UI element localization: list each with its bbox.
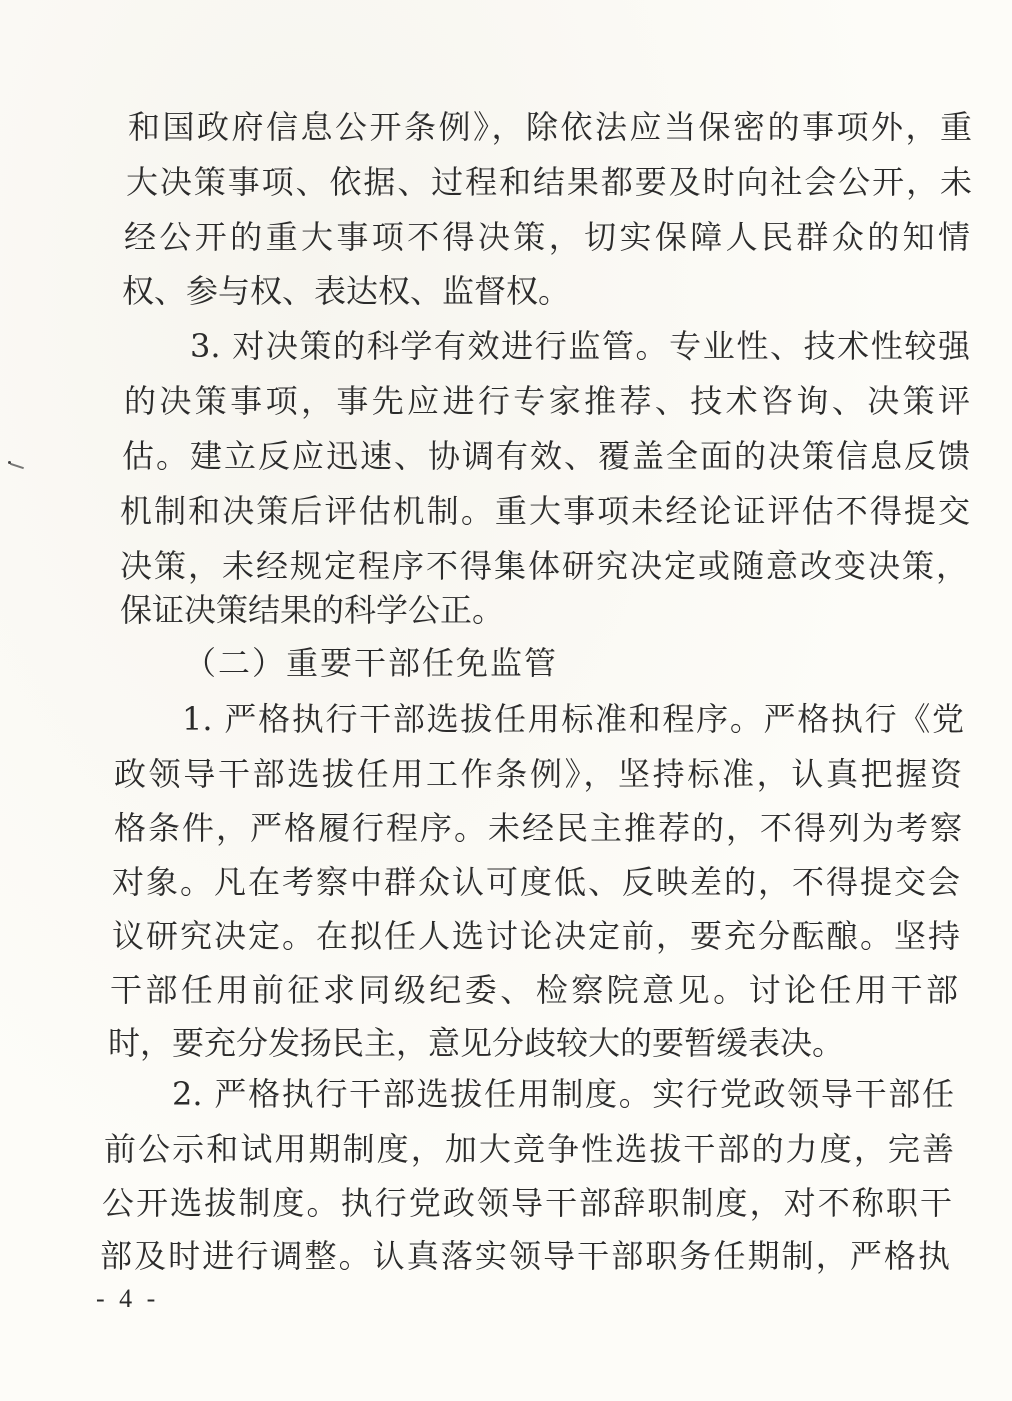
- text-line-17: 干部任用前征求同级纪委、检察院意见。讨论任用干部: [110, 971, 958, 1009]
- text-line-18: 时，要充分发扬民主，意见分歧较大的要暂缓表决。: [108, 1024, 845, 1062]
- text-line-7: 估。建立反应迅速、协调有效、覆盖全面的决策信息反馈: [122, 437, 970, 475]
- text-line-16: 议研究决定。在拟任人选讨论决定前，要充分酝酿。坚持: [112, 917, 960, 955]
- section-heading: （二）重要干部任免监管: [184, 644, 559, 682]
- text-line-14: 格条件，严格履行程序。未经民主推荐的，不得列为考察: [114, 809, 962, 847]
- text-line-2: 大决策事项、依据、过程和结果都要及时向社会公开，未: [126, 163, 972, 201]
- text-line-19: 2. 严格执行干部选拔任用制度。实行党政领导干部任: [172, 1075, 954, 1113]
- text-line-12: 1. 严格执行干部选拔任用标准和程序。严格执行《党: [182, 700, 964, 738]
- text-line-10: 保证决策结果的科学公正。: [120, 591, 505, 629]
- text-line-6: 的决策事项，事先应进行专家推荐、技术咨询、决策评: [124, 382, 970, 420]
- text-line-13: 政领导干部选拔任用工作条例》，坚持标准，认真把握资: [114, 755, 962, 793]
- text-line-15: 对象。凡在考察中群众认可度低、反映差的，不得提交会: [112, 863, 960, 901]
- text-line-1: 和国政府信息公开条例》，除依法应当保密的事项外，重: [128, 108, 972, 146]
- text-line-4: 权、参与权、表达权、监督权。: [122, 272, 571, 310]
- scan-dot: [8, 461, 11, 464]
- text-line-3: 经公开的重大事项不得决策，切实保障人民群众的知情: [124, 218, 970, 256]
- scan-speck: [10, 463, 24, 469]
- text-line-5: 3. 对决策的科学有效进行监管。专业性、技术性较强: [190, 327, 970, 365]
- text-line-9: 决策，未经规定程序不得集体研究决定或随意改变决策，: [120, 547, 968, 585]
- text-line-20: 前公示和试用期制度，加大竞争性选拔干部的力度，完善: [104, 1130, 954, 1168]
- page-number: - 4 -: [96, 1284, 160, 1313]
- text-line-21: 公开选拔制度。执行党政领导干部辞职制度，对不称职干: [102, 1184, 952, 1222]
- text-line-8: 机制和决策后评估机制。重大事项未经论证评估不得提交: [120, 492, 970, 530]
- text-line-22: 部及时进行调整。认真落实领导干部职务任期制，严格执: [100, 1237, 950, 1275]
